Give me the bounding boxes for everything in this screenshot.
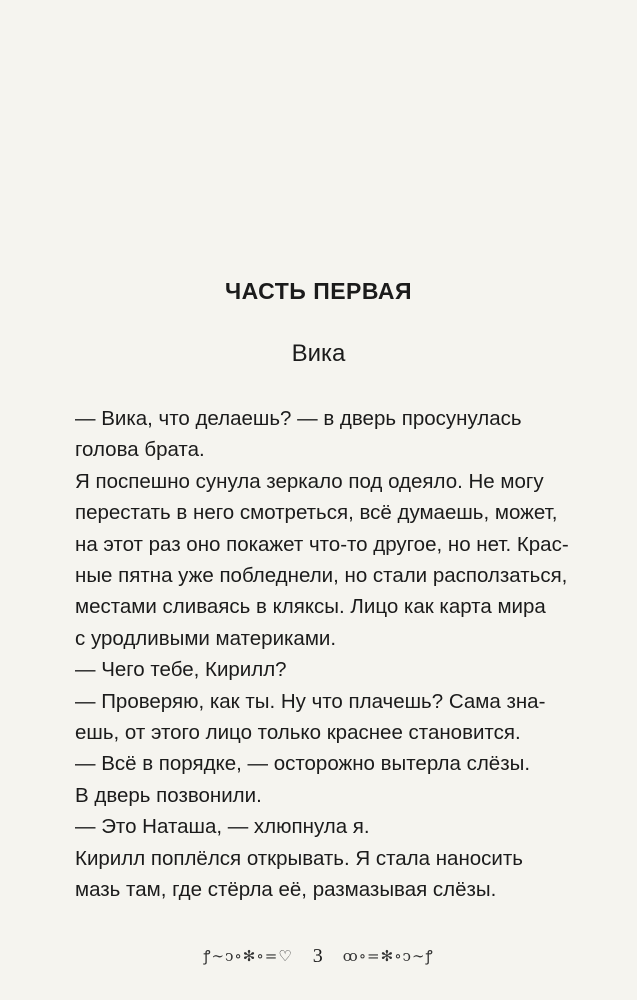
left-ornament-icon: ꝭ∼ↄ∘✻∘=♡	[203, 947, 293, 965]
text-line: — Всё в порядке, — осторожно вытерла слёзы.	[75, 752, 531, 776]
text-line: — Вика, что делаешь? — в дверь просунулась	[75, 407, 522, 430]
text-line: — Это Наташа, — хлюпнула я.	[75, 815, 370, 839]
text-line: перестать в него смотреться, всё думаешь, может,	[75, 501, 558, 525]
text-line: Я поспешно сунула зеркало под одеяло. Не могу	[75, 469, 544, 493]
text-line: — Проверяю, как ты. Ну что плачешь? Сама зна-	[75, 689, 546, 713]
page-footer	[0, 944, 637, 968]
text-line: на этот раз оно покажет что-то другое, но нет. Крас-	[75, 532, 569, 556]
part-title: ЧАСТЬ ПЕРВАЯ	[224, 278, 413, 304]
text-line: Кирилл поплёлся открывать. Я стала наносить	[75, 846, 523, 870]
chapter-title: Вика	[291, 340, 346, 367]
text-line: — Чего тебе, Кирилл?	[75, 658, 287, 682]
text-line: мазь там, где стёрла её, размазывая слёзы.	[75, 878, 497, 902]
text-line: голова брата.	[75, 438, 205, 462]
body-text	[75, 403, 582, 906]
text-line: В дверь позвонили.	[75, 783, 262, 807]
text-line: местами сливаясь в кляксы. Лицо как карта мира	[75, 595, 546, 619]
text-line: ешь, от этого лицо только краснее становится.	[75, 721, 521, 745]
text-line: с уродливыми материками.	[75, 626, 337, 650]
text-line: ные пятна уже побледнели, но стали расползаться,	[75, 564, 568, 588]
right-ornament-icon: ꝏ∘=✻∘ↄ∼ꝭ	[342, 947, 434, 965]
page-number: 3	[312, 944, 323, 967]
